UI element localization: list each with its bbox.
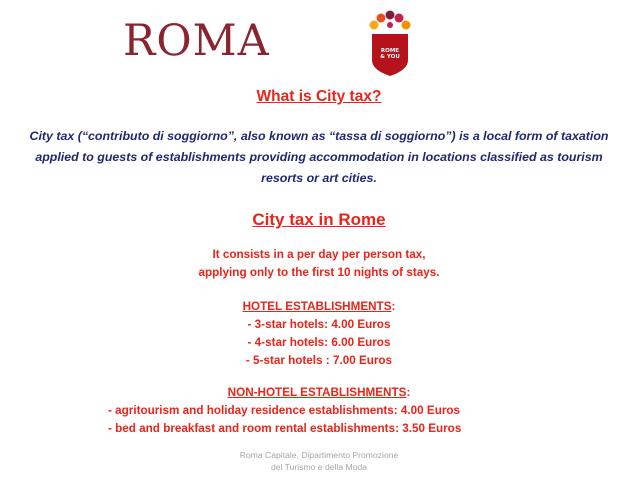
badge-line-2: & YOU (380, 54, 400, 60)
hotel-heading-text: HOTEL ESTABLISHMENTS (242, 300, 392, 313)
hotel-rate-item: - 4-star hotels: 6.00 Euros (247, 336, 391, 349)
roma-logo: ROMA (123, 16, 270, 66)
footer-line-1: Roma Capitale, Dipartimento Promozione (239, 450, 399, 460)
city-tax-in-rome-heading: City tax in Rome (252, 210, 386, 229)
hotel-rate-item: - 5-star hotels : 7.00 Euros (245, 354, 393, 367)
hotel-establishments-heading (0, 298, 638, 316)
hotel-establishments-section (0, 298, 638, 370)
non-hotel-rate-item: - agritourism and holiday residence establishments: 4.00 Euros (108, 404, 461, 417)
rome-and-you-logo (366, 10, 414, 76)
rome-and-you-badge-text (366, 48, 414, 60)
badge-line-1: ROME (380, 48, 400, 54)
hotel-rate-item: - 3-star hotels: 4.00 Euros (247, 318, 391, 331)
city-tax-definition: City tax (“contributo di soggiorno”, also known as “tassa di soggiorno”) is a local form of taxation applied to guests of establishments providing accommodation in locations classified as tourism resorts or art cities. (29, 129, 609, 185)
non-hotel-heading-text: NON-HOTEL ESTABLISHMENTS (227, 386, 407, 399)
intro-line-2: applying only to the first 10 nights of stays. (198, 266, 440, 279)
non-hotel-heading-colon: : (406, 386, 411, 399)
non-hotel-establishments-list (108, 402, 461, 438)
per-day-tax-description (0, 246, 638, 282)
non-hotel-establishments-heading (0, 384, 638, 402)
what-is-city-tax-heading: What is City tax? (256, 88, 382, 105)
footer-line-2: del Turismo e della Moda (270, 462, 367, 472)
rome-and-you-logo-graphic (366, 10, 414, 76)
footer-credit (0, 449, 638, 473)
hotel-heading-colon: : (391, 300, 396, 313)
intro-line-1: It consists in a per day per person tax, (212, 248, 426, 261)
non-hotel-rate-item: - bed and breakfast and room rental establishments: 3.50 Euros (108, 422, 462, 435)
